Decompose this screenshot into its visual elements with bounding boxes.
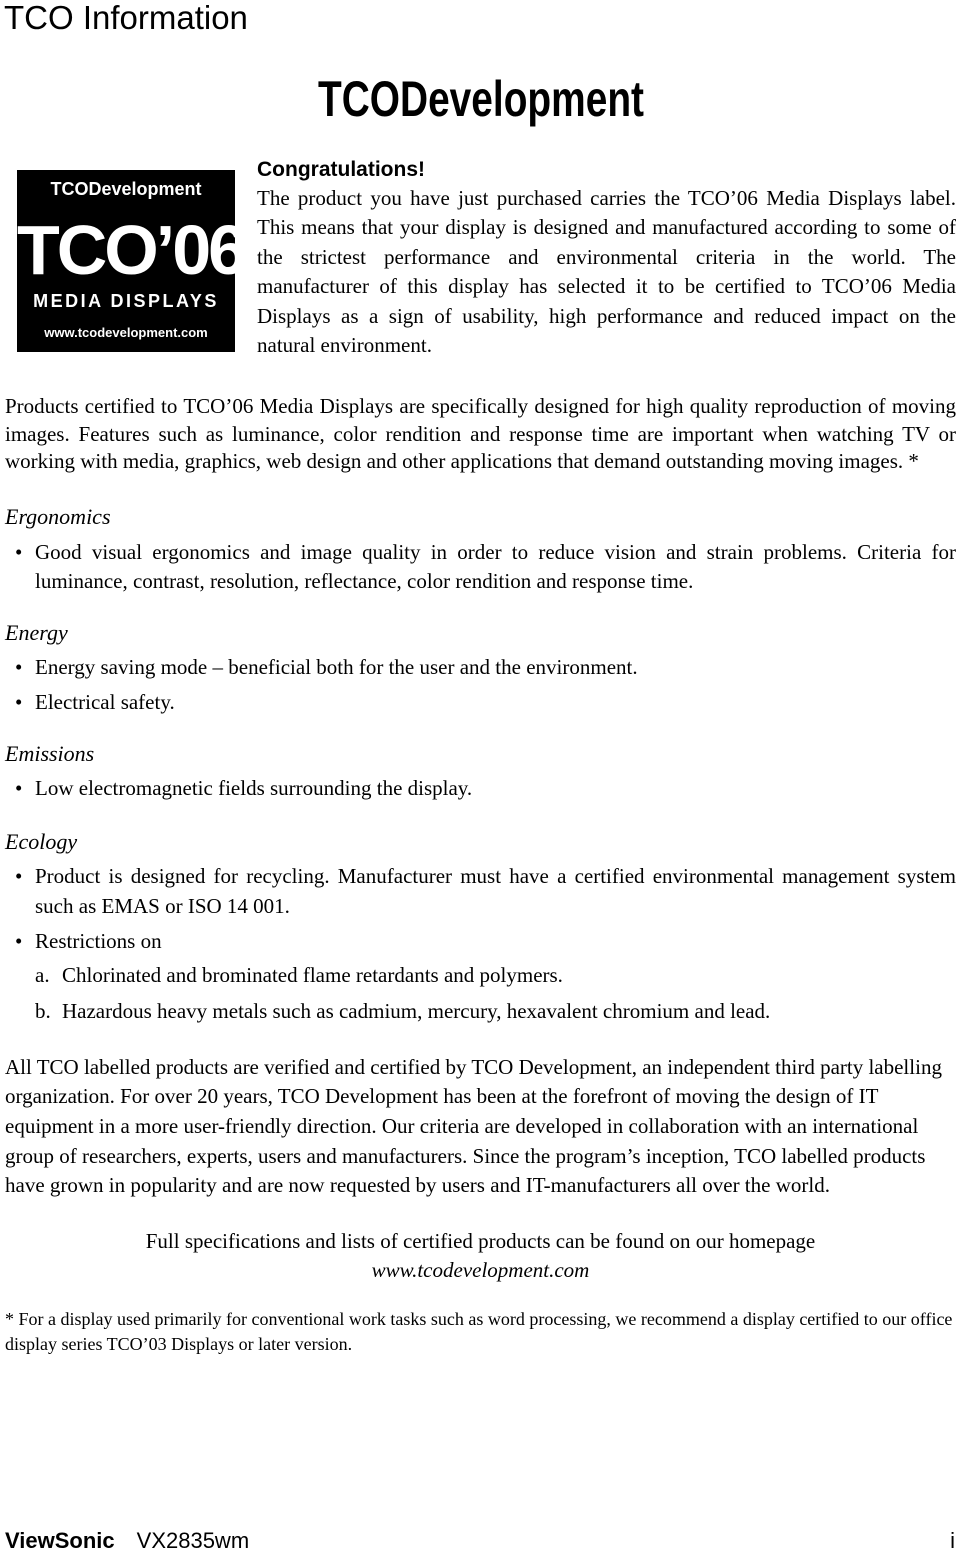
bullet-icon: • [15, 864, 23, 889]
intro-heading: Congratulations! [257, 158, 425, 181]
section-heading-ecology: Ecology [5, 829, 78, 855]
page-footer [5, 1528, 955, 1554]
intro-block [257, 156, 956, 360]
list-item: • Energy saving mode – beneficial both for the user and the environment. [5, 653, 956, 683]
homepage-url: www.tcodevelopment.com [371, 1258, 590, 1283]
section-heading-emissions: Emissions [5, 740, 95, 766]
energy-bullets [5, 653, 956, 718]
page-number: i [950, 1528, 955, 1553]
tco-development-logo [318, 70, 648, 130]
badge-category: MEDIA DISPLAYS [33, 291, 219, 311]
tco06-media-displays-badge [17, 170, 245, 352]
page-title: TCO Information [4, 0, 248, 36]
list-item: • Product is designed for recycling. Manufacturer must have a certified environmental management system such as EMAS or ISO 14 001. [15, 864, 956, 918]
list-item: • Good visual ergonomics and image quality in order to reduce vision and strain problems. Criteria for luminance, contrast, resolution, reflectance, color rendition and response time. [15, 539, 956, 594]
ecology-bullets [5, 862, 956, 957]
footer-model: VX2835wm [136, 1528, 250, 1553]
list-item: • Restrictions on [5, 927, 956, 957]
list-item: a. Chlorinated and brominated flame retardants and polymers. [5, 957, 956, 993]
bullet-icon: • [15, 775, 23, 800]
intro-text: The product you have just purchased carries the TCO’06 Media Displays label. This means that your display is designed and manufactured according to some of the strictest performance and environmental criteria in the world. The manufacturer of this display has selected it to be certified to TCO’06 Media Displays as a sign of usability, high performance and reduced impact on the natural environment. [257, 186, 956, 358]
tco-development-paragraph: All TCO labelled products are verified and certified by TCO Development, an independent third party labelling organization. For over 20 years, TCO Development has been at the forefront of moving the design of IT equipment in a more user-friendly direction. Our criteria are developed in collaboration with an international group of researchers, experts, users and manufacturers. Since the program’s inception, TCO labelled products have grown in popularity and are now requested by users and IT-manufacturers all over the world. [5, 1054, 942, 1198]
footnote: * For a display used primarily for conventional work tasks such as word processing, we recommend a display certified to our office display series TCO’03 Displays or later version. [5, 1308, 953, 1354]
bullet-icon: • [15, 539, 23, 564]
badge-label: TCO’06 [17, 211, 245, 289]
sub-item-marker: b. [35, 998, 51, 1023]
ergonomics-bullets [5, 538, 956, 597]
list-item: • Low electromagnetic fields surrounding the display. [5, 774, 956, 804]
tco-development-logo-graphic [318, 70, 648, 130]
logo-wordmark-text: TCODevelopment [318, 71, 645, 127]
emissions-bullets [5, 774, 956, 804]
list-item: b. Hazardous heavy metals such as cadmium, mercury, hexavalent chromium and lead. [5, 993, 956, 1029]
media-displays-paragraph: Products certified to TCO’06 Media Displays are specifically designed for high quality reproduction of moving images. Features such as luminance, color rendition and response time are important when watching TV or working with media, graphics, web design and other applications that demand outstanding moving images. * [5, 394, 956, 474]
footer-brand: ViewSonic [5, 1528, 115, 1553]
sub-item-marker: a. [35, 962, 50, 987]
homepage-note [5, 1227, 956, 1286]
badge-url: www.tcodevelopment.com [44, 325, 208, 340]
section-heading-energy: Energy [5, 619, 68, 645]
bullet-icon: • [15, 654, 23, 679]
bullet-icon: • [15, 690, 23, 715]
restriction-sub-items [5, 957, 956, 1029]
homepage-line: Full specifications and lists of certified products can be found on our homepage [145, 1228, 816, 1253]
body-content [5, 393, 956, 1357]
list-item: • Electrical safety. [5, 688, 956, 718]
section-heading-ergonomics: Ergonomics [5, 503, 111, 529]
bullet-icon: • [15, 929, 23, 954]
badge-brand: TCODevelopment [50, 179, 202, 199]
